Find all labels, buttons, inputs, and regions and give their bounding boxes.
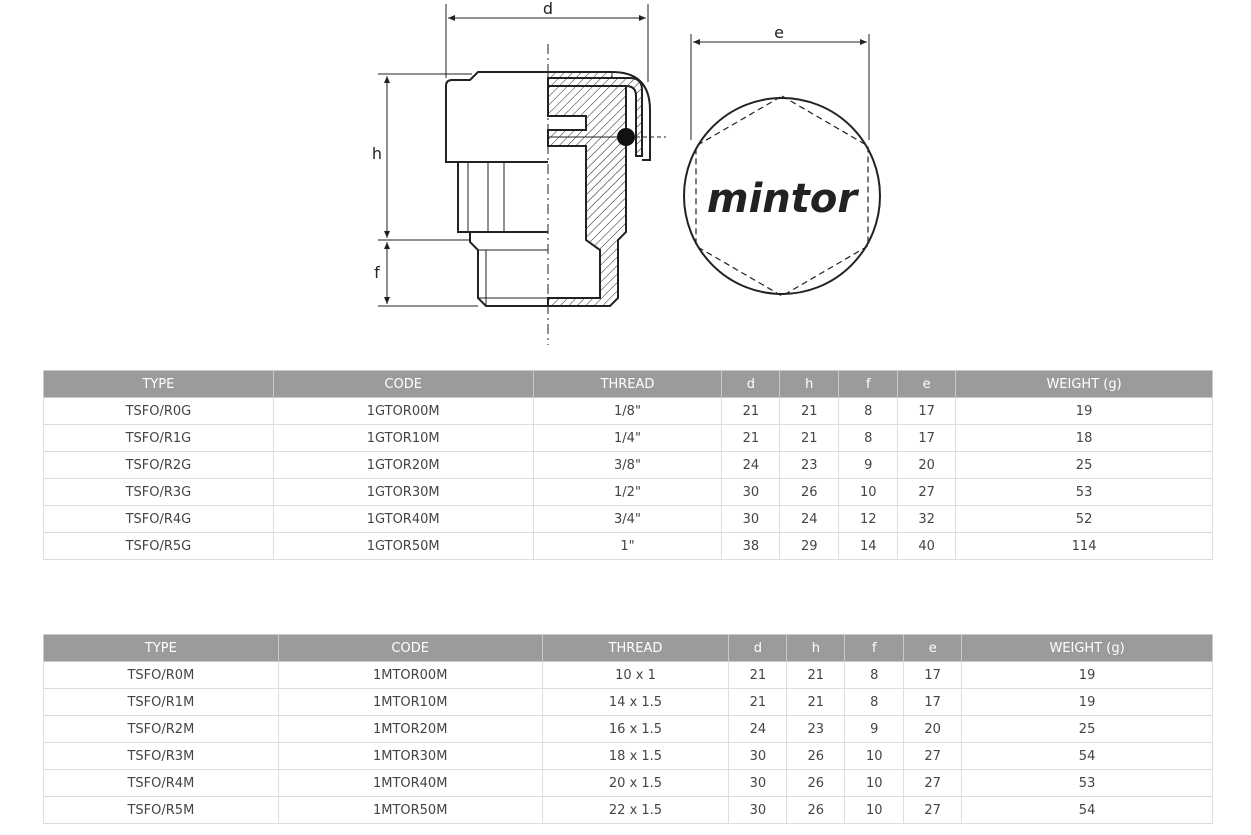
table-cell: 8 bbox=[839, 425, 898, 452]
table-cell: 25 bbox=[956, 452, 1213, 479]
table-row bbox=[44, 770, 1213, 797]
column-header: d bbox=[729, 635, 787, 662]
table-row bbox=[44, 716, 1213, 743]
table-cell: 53 bbox=[956, 479, 1213, 506]
table-cell: 23 bbox=[787, 716, 845, 743]
table-cell: 20 x 1.5 bbox=[542, 770, 729, 797]
table-cell: 30 bbox=[729, 770, 787, 797]
table-cell: TSFO/R5M bbox=[44, 797, 279, 824]
table-cell: TSFO/R5G bbox=[44, 533, 274, 560]
table-cell: 21 bbox=[780, 425, 839, 452]
table-cell: 1MTOR00M bbox=[278, 662, 542, 689]
table-cell: 17 bbox=[904, 662, 962, 689]
table-cell: 30 bbox=[722, 479, 780, 506]
table-cell: 18 x 1.5 bbox=[542, 743, 729, 770]
technical-drawing bbox=[355, 0, 895, 350]
table-cell: 24 bbox=[780, 506, 839, 533]
dimension-label-h: h bbox=[371, 144, 383, 163]
table-cell: 18 bbox=[956, 425, 1213, 452]
table-cell: 52 bbox=[956, 506, 1213, 533]
table-cell: 14 bbox=[839, 533, 898, 560]
column-header: WEIGHT (g) bbox=[956, 371, 1213, 398]
table-row bbox=[44, 398, 1213, 425]
table-cell: 26 bbox=[787, 743, 845, 770]
table-cell: 21 bbox=[729, 662, 787, 689]
table-cell: 21 bbox=[780, 398, 839, 425]
table-row bbox=[44, 743, 1213, 770]
table-cell: 17 bbox=[898, 425, 956, 452]
table-header-row bbox=[44, 371, 1213, 398]
table-cell: 10 bbox=[845, 743, 904, 770]
table-cell: 27 bbox=[898, 479, 956, 506]
table-cell: 1MTOR40M bbox=[278, 770, 542, 797]
column-header: f bbox=[839, 371, 898, 398]
table-cell: 38 bbox=[722, 533, 780, 560]
table-row bbox=[44, 452, 1213, 479]
table-cell: 10 x 1 bbox=[542, 662, 729, 689]
table-cell: 32 bbox=[898, 506, 956, 533]
table-cell: 10 bbox=[845, 797, 904, 824]
dimension-label-e: e bbox=[774, 23, 784, 42]
table-cell: 30 bbox=[722, 506, 780, 533]
table-cell: 1/2" bbox=[533, 479, 722, 506]
column-header: WEIGHT (g) bbox=[962, 635, 1213, 662]
table-cell: 26 bbox=[780, 479, 839, 506]
table-row bbox=[44, 662, 1213, 689]
table-row bbox=[44, 689, 1213, 716]
table-cell: 1MTOR10M bbox=[278, 689, 542, 716]
column-header: h bbox=[780, 371, 839, 398]
table-cell: 25 bbox=[962, 716, 1213, 743]
table-row bbox=[44, 797, 1213, 824]
table-cell: 1/4" bbox=[533, 425, 722, 452]
table-cell: 30 bbox=[729, 743, 787, 770]
table-cell: 1" bbox=[533, 533, 722, 560]
table-cell: 14 x 1.5 bbox=[542, 689, 729, 716]
table-cell: 29 bbox=[780, 533, 839, 560]
table-cell: 1GTOR30M bbox=[273, 479, 533, 506]
column-header: e bbox=[904, 635, 962, 662]
table-cell: 1GTOR00M bbox=[273, 398, 533, 425]
column-header: f bbox=[845, 635, 904, 662]
dimension-label-d: d bbox=[542, 0, 554, 18]
table-row bbox=[44, 479, 1213, 506]
table-cell: 16 x 1.5 bbox=[542, 716, 729, 743]
table-cell: 9 bbox=[845, 716, 904, 743]
table-cell: 1MTOR30M bbox=[278, 743, 542, 770]
table-cell: TSFO/R4G bbox=[44, 506, 274, 533]
table-cell: 19 bbox=[956, 398, 1213, 425]
table-cell: 1MTOR20M bbox=[278, 716, 542, 743]
spec-table-metric-thread bbox=[43, 634, 1213, 824]
table-cell: 8 bbox=[839, 398, 898, 425]
column-header: THREAD bbox=[533, 371, 722, 398]
table-cell: 22 x 1.5 bbox=[542, 797, 729, 824]
table-body bbox=[44, 662, 1213, 824]
table-header-row bbox=[44, 635, 1213, 662]
table-cell: 8 bbox=[845, 662, 904, 689]
mintor-logo: mintor bbox=[706, 176, 858, 222]
table-cell: TSFO/R2M bbox=[44, 716, 279, 743]
table-body bbox=[44, 398, 1213, 560]
table-cell: 26 bbox=[787, 770, 845, 797]
table-cell: 1MTOR50M bbox=[278, 797, 542, 824]
dimension-h-f bbox=[378, 74, 478, 306]
table-row bbox=[44, 506, 1213, 533]
dimension-label-f: f bbox=[374, 263, 380, 282]
table-cell: 26 bbox=[787, 797, 845, 824]
column-header: h bbox=[787, 635, 845, 662]
column-header: TYPE bbox=[44, 371, 274, 398]
table-cell: 1GTOR50M bbox=[273, 533, 533, 560]
table-cell: 24 bbox=[729, 716, 787, 743]
table-cell: 24 bbox=[722, 452, 780, 479]
table-cell: 21 bbox=[729, 689, 787, 716]
table-cell: 54 bbox=[962, 743, 1213, 770]
column-header: THREAD bbox=[542, 635, 729, 662]
table-cell: 1/8" bbox=[533, 398, 722, 425]
table-cell: 10 bbox=[845, 770, 904, 797]
table-cell: TSFO/R4M bbox=[44, 770, 279, 797]
table-cell: 3/4" bbox=[533, 506, 722, 533]
table-cell: 17 bbox=[904, 689, 962, 716]
table-cell: 53 bbox=[962, 770, 1213, 797]
table-cell: 27 bbox=[904, 797, 962, 824]
table-cell: 54 bbox=[962, 797, 1213, 824]
column-header: CODE bbox=[273, 371, 533, 398]
table-cell: TSFO/R3G bbox=[44, 479, 274, 506]
table-cell: 30 bbox=[729, 797, 787, 824]
column-header: TYPE bbox=[44, 635, 279, 662]
table-cell: TSFO/R3M bbox=[44, 743, 279, 770]
table-cell: 1GTOR20M bbox=[273, 452, 533, 479]
table-cell: 19 bbox=[962, 689, 1213, 716]
table-cell: 19 bbox=[962, 662, 1213, 689]
table-cell: 21 bbox=[787, 662, 845, 689]
plug-section-view bbox=[548, 72, 650, 306]
table-cell: 27 bbox=[904, 770, 962, 797]
table-cell: 27 bbox=[904, 743, 962, 770]
table-row bbox=[44, 533, 1213, 560]
table-cell: 12 bbox=[839, 506, 898, 533]
table-cell: 1GTOR40M bbox=[273, 506, 533, 533]
table-cell: 17 bbox=[898, 398, 956, 425]
column-header: e bbox=[898, 371, 956, 398]
table-cell: 8 bbox=[845, 689, 904, 716]
table-cell: TSFO/R0M bbox=[44, 662, 279, 689]
table-cell: 23 bbox=[780, 452, 839, 479]
table-cell: 20 bbox=[898, 452, 956, 479]
table-cell: TSFO/R2G bbox=[44, 452, 274, 479]
table-cell: 3/8" bbox=[533, 452, 722, 479]
table-cell: 9 bbox=[839, 452, 898, 479]
table-row bbox=[44, 425, 1213, 452]
table-cell: 21 bbox=[722, 425, 780, 452]
plug-side-view bbox=[446, 72, 548, 306]
table-cell: 114 bbox=[956, 533, 1213, 560]
dimension-e bbox=[691, 34, 869, 140]
column-header: CODE bbox=[278, 635, 542, 662]
table-cell: 10 bbox=[839, 479, 898, 506]
table-cell: 21 bbox=[787, 689, 845, 716]
table-cell: TSFO/R0G bbox=[44, 398, 274, 425]
spec-table-gas-thread bbox=[43, 370, 1213, 560]
table-cell: 20 bbox=[904, 716, 962, 743]
table-cell: 1GTOR10M bbox=[273, 425, 533, 452]
column-header: d bbox=[722, 371, 780, 398]
table-cell: 40 bbox=[898, 533, 956, 560]
table-cell: TSFO/R1G bbox=[44, 425, 274, 452]
table-cell: 21 bbox=[722, 398, 780, 425]
table-cell: TSFO/R1M bbox=[44, 689, 279, 716]
